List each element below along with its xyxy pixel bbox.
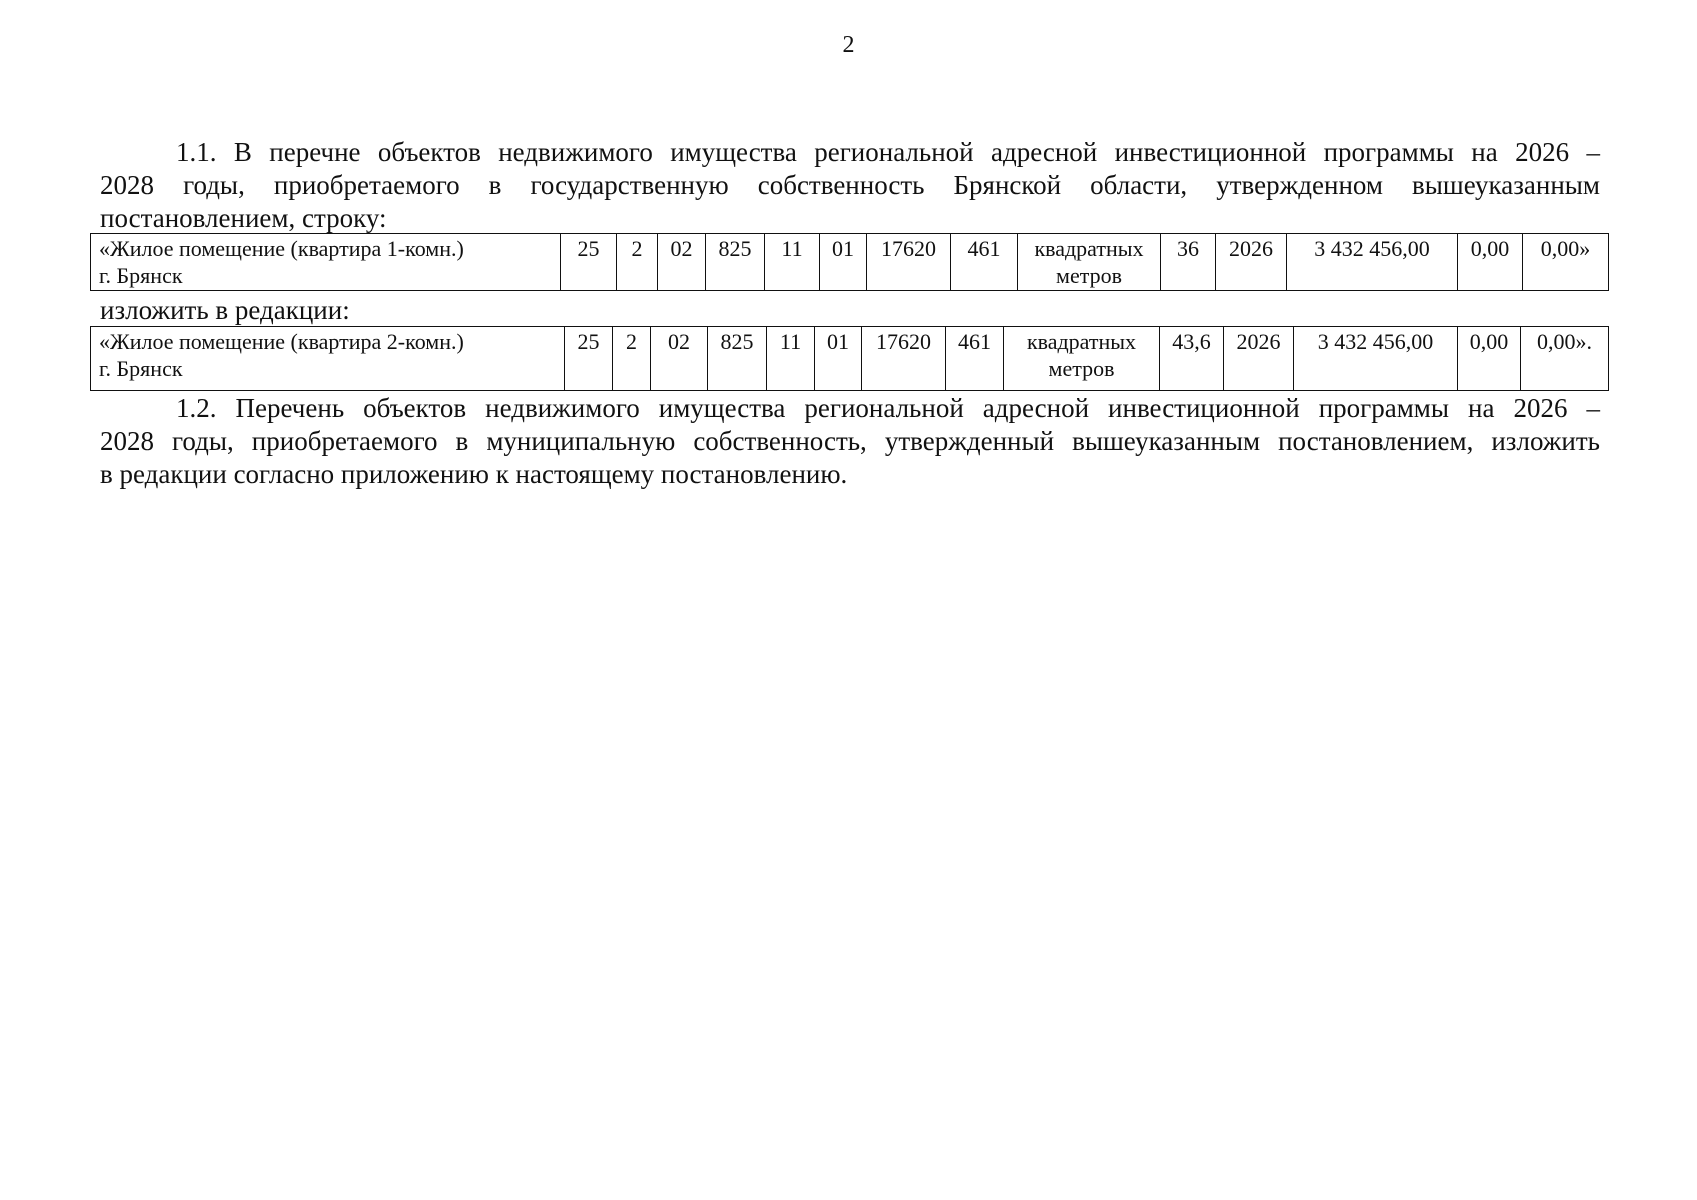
unit-line: квадратных (1034, 236, 1144, 261)
object-name-cell (91, 234, 561, 291)
code-cell: 17620 (862, 327, 946, 391)
old-row-table (90, 233, 1609, 291)
value-cell: 0,00». (1521, 327, 1609, 391)
value-cell: 0,00 (1458, 327, 1521, 391)
new-row-table (90, 326, 1609, 391)
paragraph-1-2-line: 2028 годы, приобретаемого в муниципальную собственность, утвержденный вышеуказанным постановлением, изложить (100, 426, 1600, 456)
paragraph-1-1-line: 2028 годы, приобретаемого в государственную собственность Брянской области, утвержденном вышеуказанным (100, 170, 1600, 200)
object-location: г. Брянск (99, 356, 183, 381)
code-cell: 825 (708, 327, 767, 391)
paragraph-1-1 (100, 136, 1600, 235)
code-cell: 01 (815, 327, 862, 391)
page-number: 2 (842, 32, 855, 58)
amount-cell: 3 432 456,00 (1287, 234, 1458, 291)
value-cell: 0,00» (1523, 234, 1609, 291)
unit-line: квадратных (1026, 329, 1137, 354)
paragraph-1-2-line: 1.2. Перечень объектов недвижимого имущества региональной адресной инвестиционной программы на 2026 – (176, 393, 1600, 423)
code-cell: 825 (706, 234, 765, 291)
unit-cell (1018, 234, 1161, 291)
code-cell: 01 (820, 234, 867, 291)
code-cell: 02 (658, 234, 706, 291)
code-cell: 461 (946, 327, 1004, 391)
code-cell: 25 (561, 234, 617, 291)
unit-line: метров (1056, 263, 1122, 288)
amount-cell: 3 432 456,00 (1294, 327, 1458, 391)
area-cell: 36 (1161, 234, 1216, 291)
code-cell: 11 (765, 234, 820, 291)
object-location: г. Брянск (99, 263, 183, 288)
object-name-line: «Жилое помещение (квартира 1-комн.) (99, 236, 464, 261)
paragraph-1-1-line: постановлением, строку: (100, 203, 387, 233)
object-name-cell (91, 327, 565, 391)
code-cell: 02 (651, 327, 708, 391)
paragraph-1-1-line: 1.1. В перечне объектов недвижимого имущества региональной адресной инвестиционной программы на 2026 – (176, 137, 1600, 167)
paragraph-1-2 (100, 392, 1600, 491)
code-cell: 2 (613, 327, 651, 391)
paragraph-1-2-line: в редакции согласно приложению к настоящему постановлению. (100, 459, 848, 489)
table-row (91, 234, 1609, 291)
year-cell: 2026 (1216, 234, 1287, 291)
code-cell: 17620 (867, 234, 951, 291)
area-cell: 43,6 (1160, 327, 1224, 391)
unit-line: метров (1048, 356, 1115, 381)
lead-text: изложить в редакции: (100, 295, 350, 325)
code-cell: 461 (951, 234, 1018, 291)
code-cell: 11 (767, 327, 815, 391)
unit-cell (1004, 327, 1160, 391)
object-name-line: «Жилое помещение (квартира 2-комн.) (99, 329, 464, 354)
table-row (91, 327, 1609, 391)
year-cell: 2026 (1224, 327, 1294, 391)
value-cell: 0,00 (1458, 234, 1523, 291)
code-cell: 25 (565, 327, 613, 391)
code-cell: 2 (617, 234, 658, 291)
